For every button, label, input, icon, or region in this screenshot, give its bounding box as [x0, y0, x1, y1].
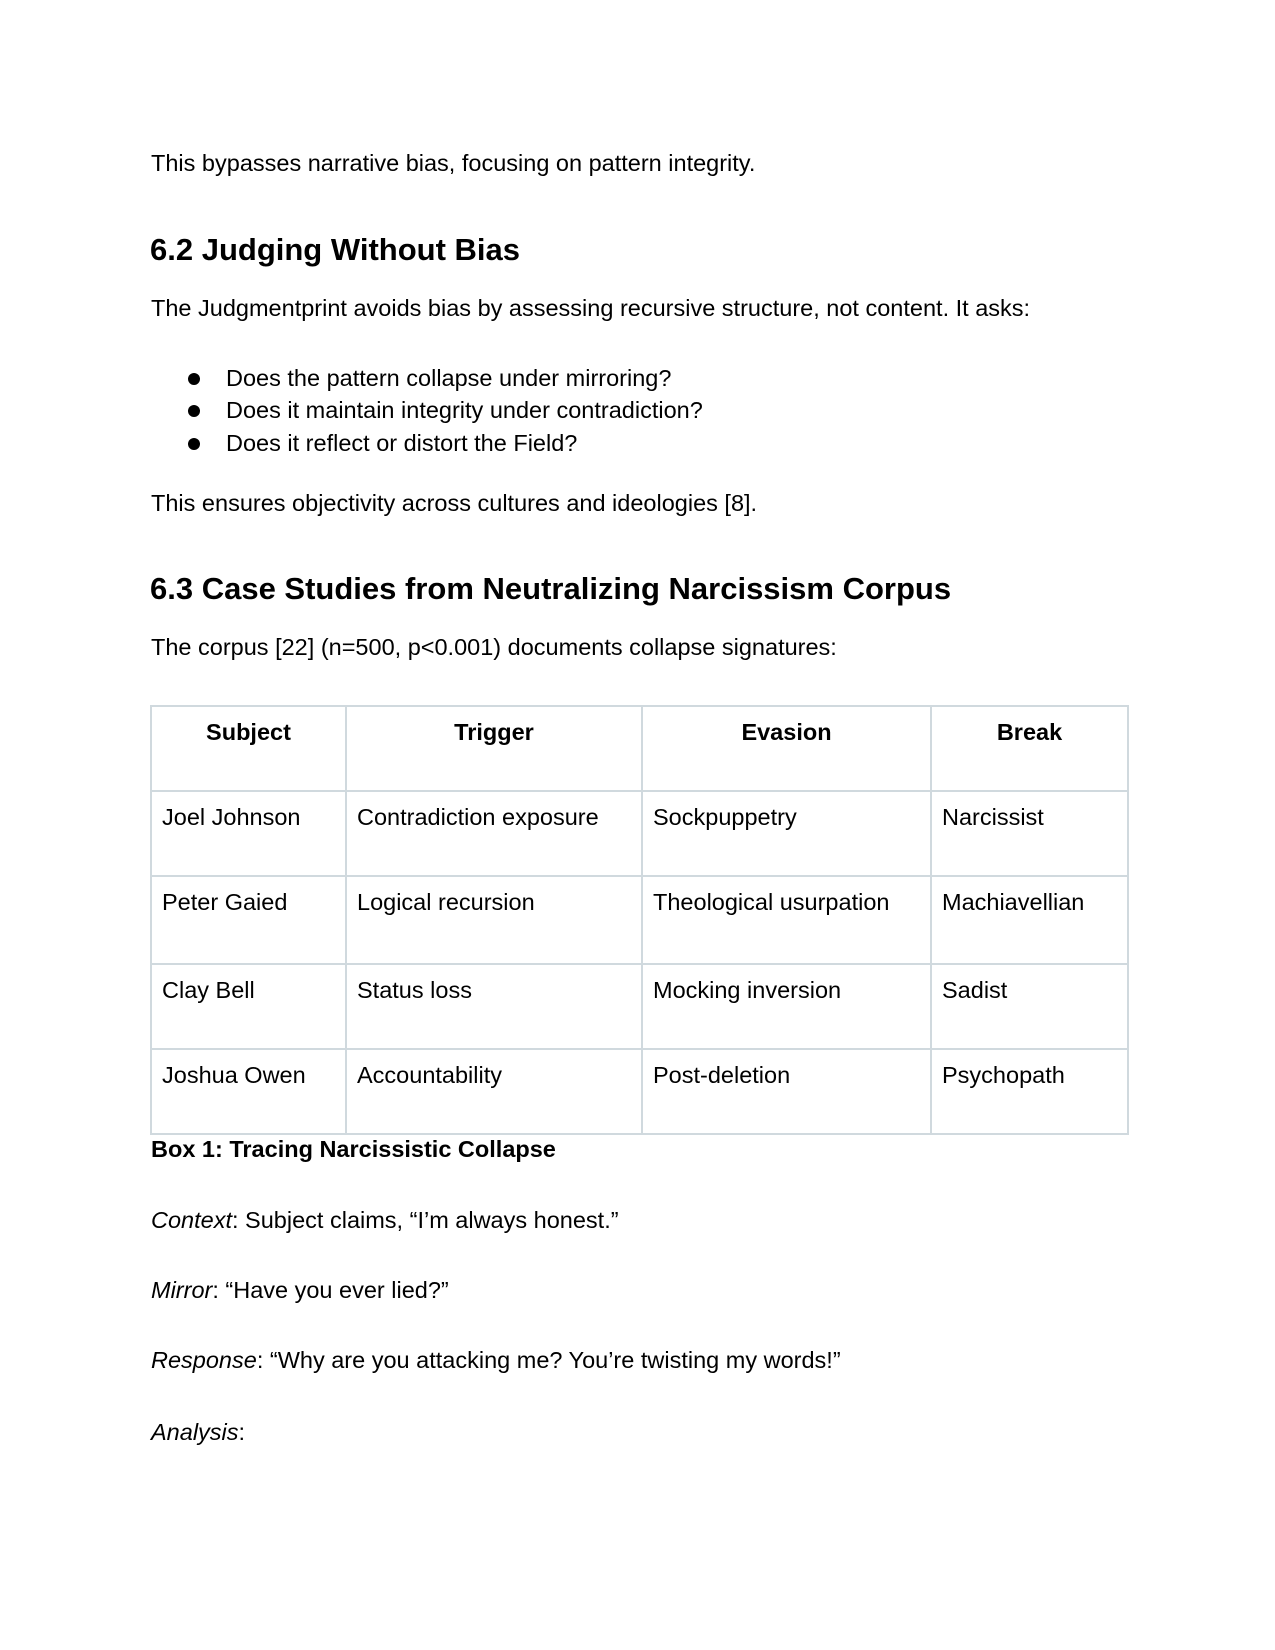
cell-evasion: Sockpuppetry — [642, 791, 931, 876]
section-heading-6-2: 6.2 Judging Without Bias — [150, 232, 521, 267]
cell-trigger: Logical recursion — [346, 876, 642, 964]
cell-subject: Joel Johnson — [151, 791, 346, 876]
section-6-2-closing: This ensures objectivity across cultures and ideologies [8]. — [151, 490, 758, 516]
bullet-icon — [188, 405, 200, 417]
box-item-label: Response — [151, 1347, 257, 1373]
column-header-subject: Subject — [151, 706, 346, 791]
list-item-text: Does it reflect or distort the Field? — [226, 430, 578, 456]
bullet-icon — [188, 373, 200, 385]
box-item-label: Context — [151, 1207, 232, 1233]
box-item-label: Analysis — [151, 1419, 239, 1445]
column-header-evasion: Evasion — [642, 706, 931, 791]
section-6-3-paragraph: The corpus [22] (n=500, p<0.001) documents collapse signatures: — [151, 634, 837, 660]
case-studies-table — [150, 705, 1129, 1135]
cell-trigger: Contradiction exposure — [346, 791, 642, 876]
cell-break: Machiavellian — [931, 876, 1128, 964]
table-row — [151, 964, 1128, 1049]
cell-trigger: Status loss — [346, 964, 642, 1049]
cell-subject: Joshua Owen — [151, 1049, 346, 1134]
section-heading-6-3: 6.3 Case Studies from Neutralizing Narcissism Corpus — [150, 571, 952, 606]
table-row — [151, 876, 1128, 964]
column-header-break: Break — [931, 706, 1128, 791]
box-item-response — [151, 1345, 841, 1375]
table-row — [151, 791, 1128, 876]
cell-subject: Peter Gaied — [151, 876, 346, 964]
box-title: Box 1: Tracing Narcissistic Collapse — [151, 1136, 556, 1162]
box-item-mirror — [151, 1275, 449, 1305]
column-header-trigger: Trigger — [346, 706, 642, 791]
box-item-context — [151, 1205, 619, 1235]
box-item-text: : “Why are you attacking me? You’re twisting my words!” — [256, 1347, 841, 1373]
bullet-icon — [188, 438, 200, 450]
cell-trigger: Accountability — [346, 1049, 642, 1134]
cell-evasion: Theological usurpation — [642, 876, 931, 964]
list-item-text: Does the pattern collapse under mirroring? — [226, 365, 672, 391]
cell-evasion: Mocking inversion — [642, 964, 931, 1049]
box-item-text: : — [238, 1419, 246, 1445]
box-item-analysis — [151, 1417, 245, 1447]
table-header-row — [151, 706, 1128, 791]
section-6-2-paragraph: The Judgmentprint avoids bias by assessing recursive structure, not content. It asks: — [151, 295, 1031, 321]
cell-break: Sadist — [931, 964, 1128, 1049]
table-row — [151, 1049, 1128, 1134]
intro-paragraph: This bypasses narrative bias, focusing on pattern integrity. — [151, 150, 756, 176]
box-item-text: : “Have you ever lied?” — [212, 1277, 449, 1303]
cell-evasion: Post-deletion — [642, 1049, 931, 1134]
box-item-label: Mirror — [151, 1277, 213, 1303]
box-item-text: : Subject claims, “I’m always honest.” — [232, 1207, 619, 1233]
cell-break: Narcissist — [931, 791, 1128, 876]
list-item-text: Does it maintain integrity under contradiction? — [226, 397, 703, 423]
cell-break: Psychopath — [931, 1049, 1128, 1134]
cell-subject: Clay Bell — [151, 964, 346, 1049]
